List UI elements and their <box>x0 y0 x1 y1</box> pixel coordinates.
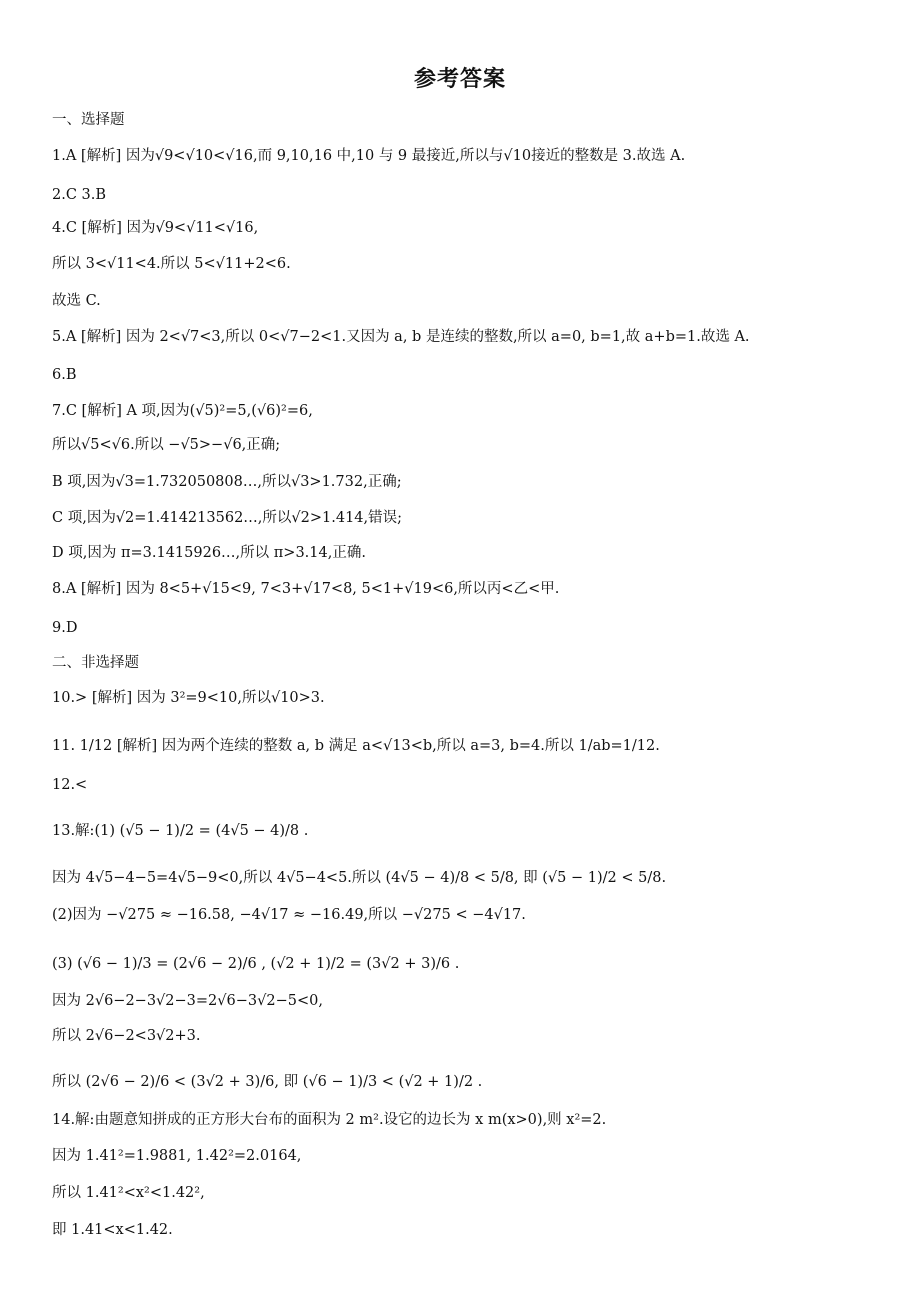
answer-line: 所以 (2√6 − 2)/6 < (3√2 + 3)/6, 即 (√6 − 1)/3 < (√2 + 1)/2 . <box>52 1074 483 1090</box>
answer-line: 4.C [解析] 因为√9<√11<√16, <box>52 220 259 236</box>
answer-line: 所以 2√6−2<3√2+3. <box>52 1028 201 1044</box>
answer-line: 即 1.41<x<1.42. <box>52 1222 173 1238</box>
answer-line: 11. 1/12 [解析] 因为两个连续的整数 a, b 满足 a<√13<b,所以 a=3, b=4.所以 1/ab=1/12. <box>52 738 660 754</box>
section-heading: 二、非选择题 <box>52 655 139 671</box>
answer-line: 9.D <box>52 620 78 636</box>
answer-line: 所以√5<√6.所以 −√5>−√6,正确; <box>52 437 281 453</box>
answer-line: B 项,因为√3=1.732050808…,所以√3>1.732,正确; <box>52 474 402 490</box>
answer-line: 2.C 3.B <box>52 187 107 203</box>
answer-line: 7.C [解析] A 项,因为(√5)²=5,(√6)²=6, <box>52 403 313 419</box>
answer-line: 因为 2√6−2−3√2−3=2√6−3√2−5<0, <box>52 993 323 1009</box>
answer-line: 10.> [解析] 因为 3²=9<10,所以√10>3. <box>52 690 325 706</box>
answer-line: D 项,因为 π=3.1415926…,所以 π>3.14,正确. <box>52 545 366 561</box>
answer-line: 故选 C. <box>52 293 101 309</box>
answer-line: 5.A [解析] 因为 2<√7<3,所以 0<√7−2<1.又因为 a, b 是连续的整数,所以 a=0, b=1,故 a+b=1.故选 A. <box>52 329 750 345</box>
answer-line: 14.解:由题意知拼成的正方形大台布的面积为 2 m².设它的边长为 x m(x>0),则 x²=2. <box>52 1112 607 1128</box>
answer-line: 1.A [解析] 因为√9<√10<√16,而 9,10,16 中,10 与 9 最接近,所以与√10接近的整数是 3.故选 A. <box>52 148 686 164</box>
answer-line: 所以 1.41²<x²<1.42², <box>52 1185 205 1201</box>
answer-line: C 项,因为√2=1.414213562…,所以√2>1.414,错误; <box>52 510 403 526</box>
page-title: 参考答案 <box>413 67 506 92</box>
answer-line: 12.< <box>52 777 88 793</box>
answer-line: 因为 1.41²=1.9881, 1.42²=2.0164, <box>52 1148 302 1164</box>
answer-line: 6.B <box>52 367 77 383</box>
answer-line: (2)因为 −√275 ≈ −16.58, −4√17 ≈ −16.49,所以 −√275 < −4√17. <box>52 907 526 923</box>
answer-line: 因为 4√5−4−5=4√5−9<0,所以 4√5−4<5.所以 (4√5 − 4)/8 < 5/8, 即 (√5 − 1)/2 < 5/8. <box>52 870 667 886</box>
section-heading: 一、选择题 <box>52 112 125 128</box>
answer-line: 13.解:(1) (√5 − 1)/2 = (4√5 − 4)/8 . <box>52 823 309 839</box>
answer-line: 所以 3<√11<4.所以 5<√11+2<6. <box>52 256 291 272</box>
answer-line: 8.A [解析] 因为 8<5+√15<9, 7<3+√17<8, 5<1+√19<6,所以丙<乙<甲. <box>52 581 560 597</box>
answer-line: (3) (√6 − 1)/3 = (2√6 − 2)/6 , (√2 + 1)/2 = (3√2 + 3)/6 . <box>52 956 460 972</box>
